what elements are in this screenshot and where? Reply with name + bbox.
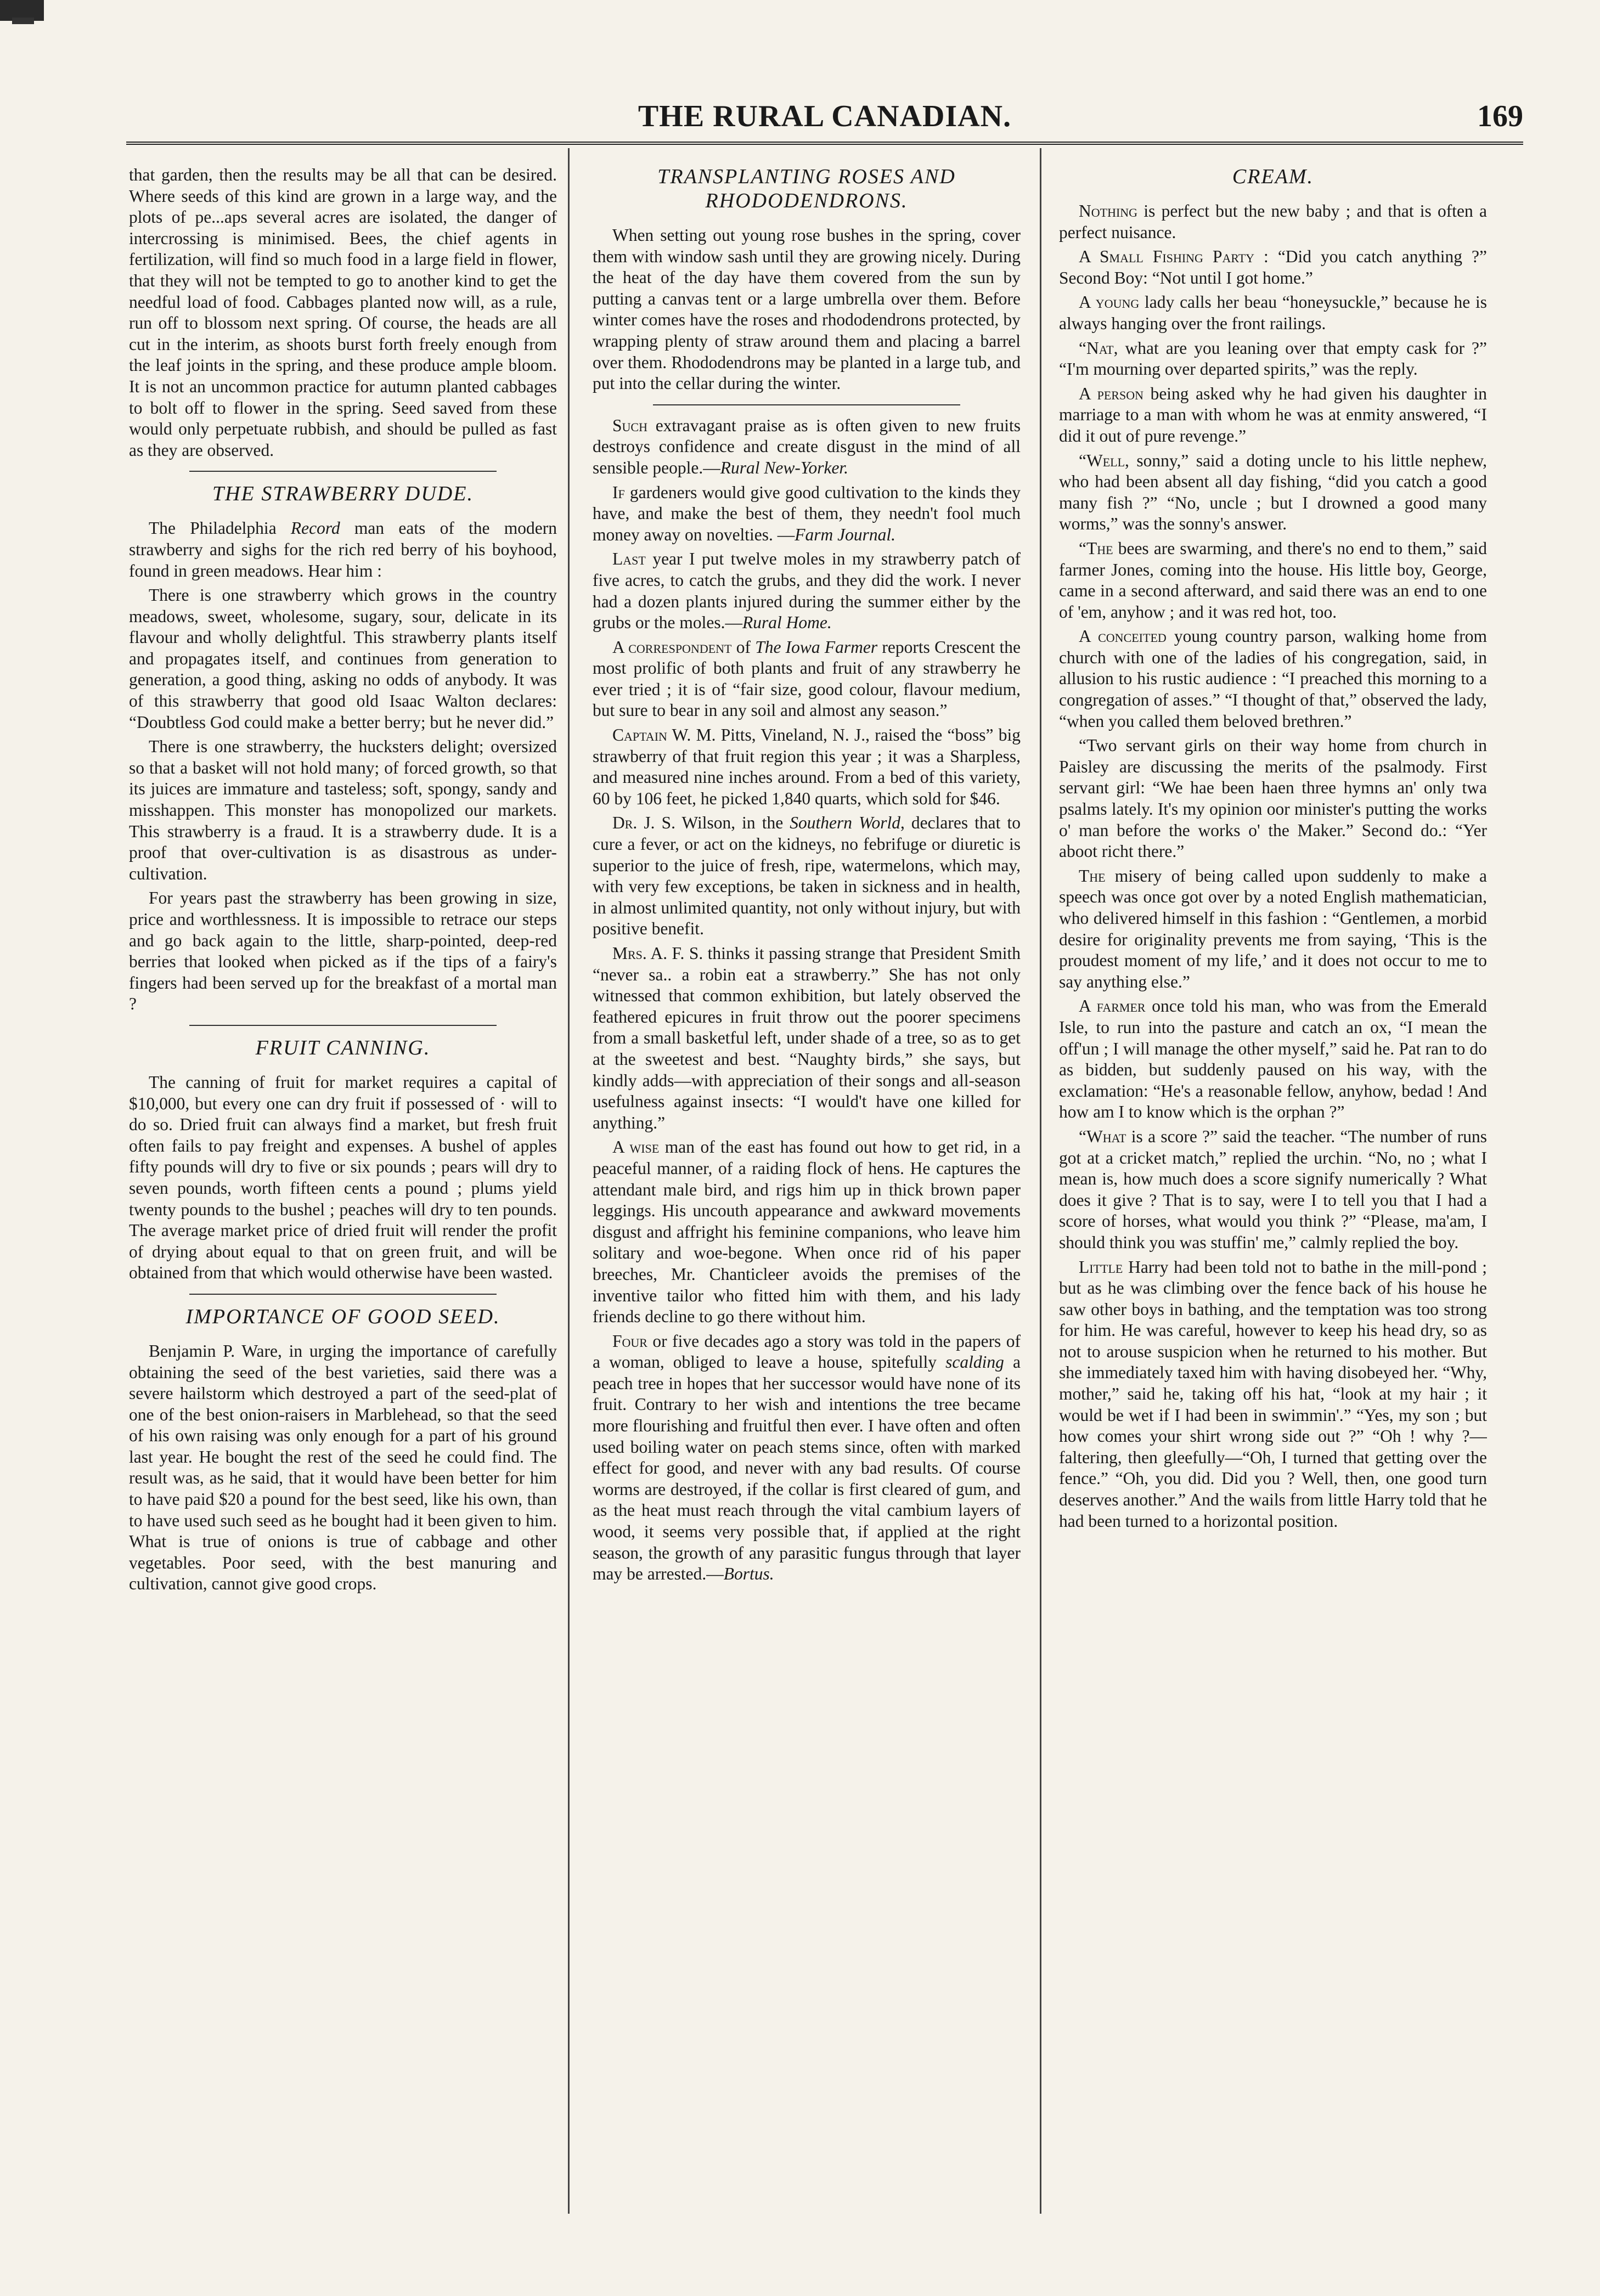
- seed-paragraph: Benjamin P. Ware, in urging the importance of carefully obtaining the seed of the best varieties, said there was a severe hailstorm which destroyed a part of the seed-plat of one of the best onion-raisers in Marblehead, so that the seed of his own raising was only enough for a part of his ground last year. He bought the rest of the seed he could find. The result was, as he said, that it would have been better for him to have paid $20 a pound for the best seed, like his own, than to have used such seed as he bought had it been given to him. What is true of onions is true of cabbage and other vegetables. Poor seed, with the best manuring and cultivation, cannot give good crops.: [129, 1341, 557, 1594]
- column-1: [129, 165, 557, 2214]
- item-correspondent: A correspondent of The Iowa Farmer reports Crescent the most prolific of both plants and fruit of any strawberry he ever tried ; it is of “fair size, good colour, flavour medium, but sure to bear in any soil and almost any season.”: [593, 637, 1021, 720]
- canning-paragraph: The canning of fruit for market requires a capital of $10,000, but every one can dry fruit if possessed of · will to do so. Dried fruit can always find a market, but fresh fruit often fails to pay freight and expenses. A bushel of apples fifty pounds will dry to five or six pounds ; pears will dry to seven pounds, worth fifteen cents a pound ; plums yield twenty pounds to the bushel ; peaches will dry to ten pounds. The average market price of dried fruit will render the profit of drying about equal to that on green fruit, and will be obtained from that which would otherwise have been wasted.: [129, 1072, 557, 1283]
- heading-transplanting: TRANSPLANTING ROSES AND RHODODENDRONS.: [657, 165, 956, 212]
- cream-item-12: “What is a score ?” said the teacher. “The number of runs got at a cricket match,” replied the urchin. “No, no ; what I mean is, how much does a score signify numerically ? What does it give ? That is to say, were I to tell you that I had a score of horses, what would you think ?” “Please, ma'am, I should think you was stuffin' me,” calmly replied the boy.: [1059, 1126, 1487, 1252]
- cream-item-4: “Nat, what are you leaning over that empty cask for ?” “I'm mourning over departed spirits,” was the reply.: [1059, 338, 1487, 379]
- item-dr: Dr. J. S. Wilson, in the Southern World, declares that to cure a fever, or act on the kidneys, no febrifuge or diuretic is superior to the juice of fresh, ripe, watermelons, which may, with very few exceptions, be taken in sickness and in health, in almost unlimited quantity, not only without injury, but with positive benefit.: [593, 813, 1021, 939]
- item-last: Last year I put twelve moles in my strawberry patch of five acres, to catch the grubs, and they did the work. I never had a dozen plants injured during the summer either by the grubs or the moles.—Rural Home.: [593, 549, 1021, 633]
- section-divider: [189, 1025, 497, 1026]
- section-divider: [189, 471, 497, 472]
- section-divider: [189, 1294, 497, 1295]
- item-such: Such extravagant praise as is often given to new fruits destroys confidence and create disgust in the mind of all sensible people.—Rural New-Yorker.: [593, 415, 1021, 477]
- column-3: [1059, 165, 1487, 2214]
- corner-ink-mark: [0, 0, 44, 21]
- cream-item-3: A young lady calls her beau “honeysuckle,” because he is always hanging over the front railings.: [1059, 292, 1487, 333]
- cream-item-8: A conceited young country parson, walking home from church with one of the ladies of his congregation, said, in allusion to his rustic audience : “I preached this morning to a congregation of asses.” “I thought of that,” observed the lady, “when you called them beloved brethren.”: [1059, 627, 1487, 731]
- dude-intro: The Philadelphia Record man eats of the modern strawberry and sighs for the rich red berry of his boyhood, found in green meadows. Hear him :: [129, 518, 557, 580]
- header-rule: [126, 142, 1523, 145]
- heading-good-seed: IMPORTANCE OF GOOD SEED.: [185, 1305, 500, 1328]
- cream-item-1: Nothing is perfect but the new baby ; and that is often a perfect nuisance.: [1059, 201, 1487, 242]
- masthead-title: THE RURAL CANADIAN.: [638, 99, 1012, 133]
- cream-item-5: A person being asked why he had given his daughter in marriage to a man with whom he was at enmity answered, “I did it out of pure revenge.”: [1059, 383, 1487, 445]
- column-2: [593, 165, 1021, 2214]
- section-divider: [653, 404, 960, 405]
- column-rule-left: [568, 148, 570, 2214]
- cream-item-9: “Two servant girls on their way home from church in Paisley are discussing the merits of the psalmody. First servant girl: “We hae been haen three hymns an' only twa psalms lately. It's my opinion oor minister's putting the works o' man before the works o' the Maker.” Second do.: “Yer aboot richt there.”: [1059, 736, 1487, 861]
- heading-fruit-canning: FRUIT CANNING.: [255, 1036, 431, 1059]
- item-wise: A wise man of the east has found out how to get rid, in a peaceful manner, of a raiding flock of hens. He captures the attendant male bird, and rigs him up in thick brown paper leggings. His uncouth appearance and awkward movements disgust and affright his feminine companions, who leave him solitary and woe-begone. When once rid of his paper breeches, Mr. Chanticleer avoids the premises of the inventive tailor who fitted him with them, and his lady friends decline to go there without him.: [593, 1137, 1021, 1327]
- dude-paragraph-1: There is one strawberry which grows in the country meadows, sweet, wholesome, sugary, sour, delicate in its flavour and wholly delightful. This strawberry plants itself and propagates itself, and continues from generation to generation, a good thing, asking no odds of anybody. It was of this strawberry that good old Isaac Walton declares: “Doubtless God could make a better berry; but he never did.”: [129, 585, 557, 732]
- column-rule-right: [1040, 148, 1041, 2214]
- page-header: [126, 93, 1523, 143]
- item-mrs: Mrs. A. F. S. thinks it passing strange that President Smith “never sa.. a robin eat a strawberry.” She has not only witnessed that common exhibition, but lately observed the feathered epicures in fruit throw out the poorer specimens from a small basketful left, under shade of a tree, so as to get at the sweetest and best. “Naughty birds,” she says, but kindly adds—with appreciation of their songs and all-season usefulness against insects: “I would't have one killed for anything.”: [593, 944, 1021, 1132]
- heading-strawberry-dude: THE STRAWBERRY DUDE.: [212, 482, 474, 506]
- continued-paragraph: that garden, then the results may be all that can be desired. Where seeds of this kind are grown in a large way, and the plots of pe...aps several acres are isolated, the danger of intercrossing is minimised. Bees, the chief agents in fertilization, will find so much food in a large field in flower, that they will not be tempted to go to another kind to get the needful load of food. Cabbages planted now will, as a rule, run off to blossom next spring. Of course, the heads are all cut in the interim, as shoots burst forth freely enough from the leaf joints in the spring, and these produce ample bloom. It is not an uncommon practice for autumn planted cabbages to bolt off to flower in the spring. Seed saved from these would only perpetuate rubbish, and should be pulled as fast as they are observed.: [129, 165, 557, 460]
- item-if: If gardeners would give good cultivation to the kinds they have, and make the best of them, they needn't fool much money away on novelties. —Farm Journal.: [593, 482, 1021, 544]
- cream-item-13: Little Harry had been told not to bathe in the mill-pond ; but as he was climbing over the fence back of his house he saw other boys in bathing, and the temptation was too strong for him. He was careful, however to keep his head dry, so as not to arouse suspicion when he returned to his mother. But she immediately taxed him with having disobeyed her. “Why, mother,” said he, taking off his hat, “look at my hair ; it would be wet if I had been in swimmin'.” “Yes, my son ; but how comes your shirt wrong side out ?” “Oh ! why ?—faltering, then gleefully—“Oh, I turned that getting over the fence.” “Oh, you did. Did you ? Well, then, one good turn deserves another.” And the wails from little Harry told that he had been turned to a horizontal position.: [1059, 1257, 1487, 1531]
- page-number: 169: [1477, 99, 1523, 133]
- item-four: Four or five decades ago a story was told in the papers of a woman, obliged to leave a house, spitefully scalding a peach tree in hopes that her successor would have none of its fruit. Contrary to her wish and intentions the tree became more flourishing and fruitful then ever. I have often and often used boiling water on peach stems since, often with marked effect for good, and never with any bad results. Of course worms are destroyed, if the collar is first cleared of gum, and as the heat must reach through the vital cambium layers of wood, it seems very possible that, if applied at the right season, the growth of any parasitic fungus through that layer may be arrested.—Bortus.: [593, 1331, 1021, 1584]
- transplant-paragraph: When setting out young rose bushes in the spring, cover them with window sash until they are growing nicely. During the heat of the day have them covered from the sun by putting a canvas tent or a large umbrella over them. Before winter comes have the roses and rhododendrons protected, by wrapping plenty of straw around them and placing a barrel over them. Rhododendrons may be planted in a large tub, and put into the cellar during the winter.: [593, 225, 1021, 393]
- dude-paragraph-2: There is one strawberry, the hucksters delight; oversized so that a basket will not hold many; of forced growth, so that its juices are immature and tasteless; soft, spongy, sandy and misshappen. This monster has monopolized our markets. This strawberry is a fraud. It is a strawberry dude. It is a proof that over-cultivation is as disastrous as under-cultivation.: [129, 737, 557, 883]
- cream-item-11: A farmer once told his man, who was from the Emerald Isle, to run into the pasture and catch an ox, “I mean the off'un ; I will manage the other myself,” said he. Pat ran to do as bidden, but suddenly paused on his way, with the exclamation: “He's a reasonable fellow, anyhow, bedad ! And how am I to know which is the orphan ?”: [1059, 996, 1487, 1122]
- item-captain: Captain W. M. Pitts, Vineland, N. J., raised the “boss” big strawberry of that fruit region this year ; it was a Sharpless, and measured nine inches around. From a bed of this variety, 60 by 106 feet, he picked 1,840 quarts, which sold for $46.: [593, 725, 1021, 808]
- cream-item-7: “The bees are swarming, and there's no end to them,” said farmer Jones, coming into the house. His little boy, George, came in a second afterward, and said there was an end to one of 'em, anyhow ; and it was red hot, too.: [1059, 538, 1487, 622]
- cream-item-2: A Small Fishing Party : “Did you catch anything ?” Second Boy: “Not until I got home.”: [1059, 247, 1487, 287]
- dude-paragraph-3: For years past the strawberry has been growing in size, price and worthlessness. It is impossible to retrace our steps and go back again to the little, sharp-pointed, deep-red berries that looked when picked as if the tips of a fairy's fingers had been served up for the breakfast of a mortal man ?: [129, 888, 557, 1014]
- cream-item-6: “Well, sonny,” said a doting uncle to his little nephew, who had been absent all day fishing, “did you catch a good many fish ?” “No, uncle ; but I drowned a good many worms,” was the sonny's answer.: [1059, 450, 1487, 534]
- cream-item-10: The misery of being called upon suddenly to make a speech was once got over by a noted English mathematician, who delivered himself in this fashion : “Gentlemen, a morbid desire for originality prevents me from saying, ‘This is the proudest moment of my life,’ and it does not occur to me to say anything else.”: [1059, 866, 1487, 991]
- heading-cream: CREAM.: [1232, 165, 1314, 188]
